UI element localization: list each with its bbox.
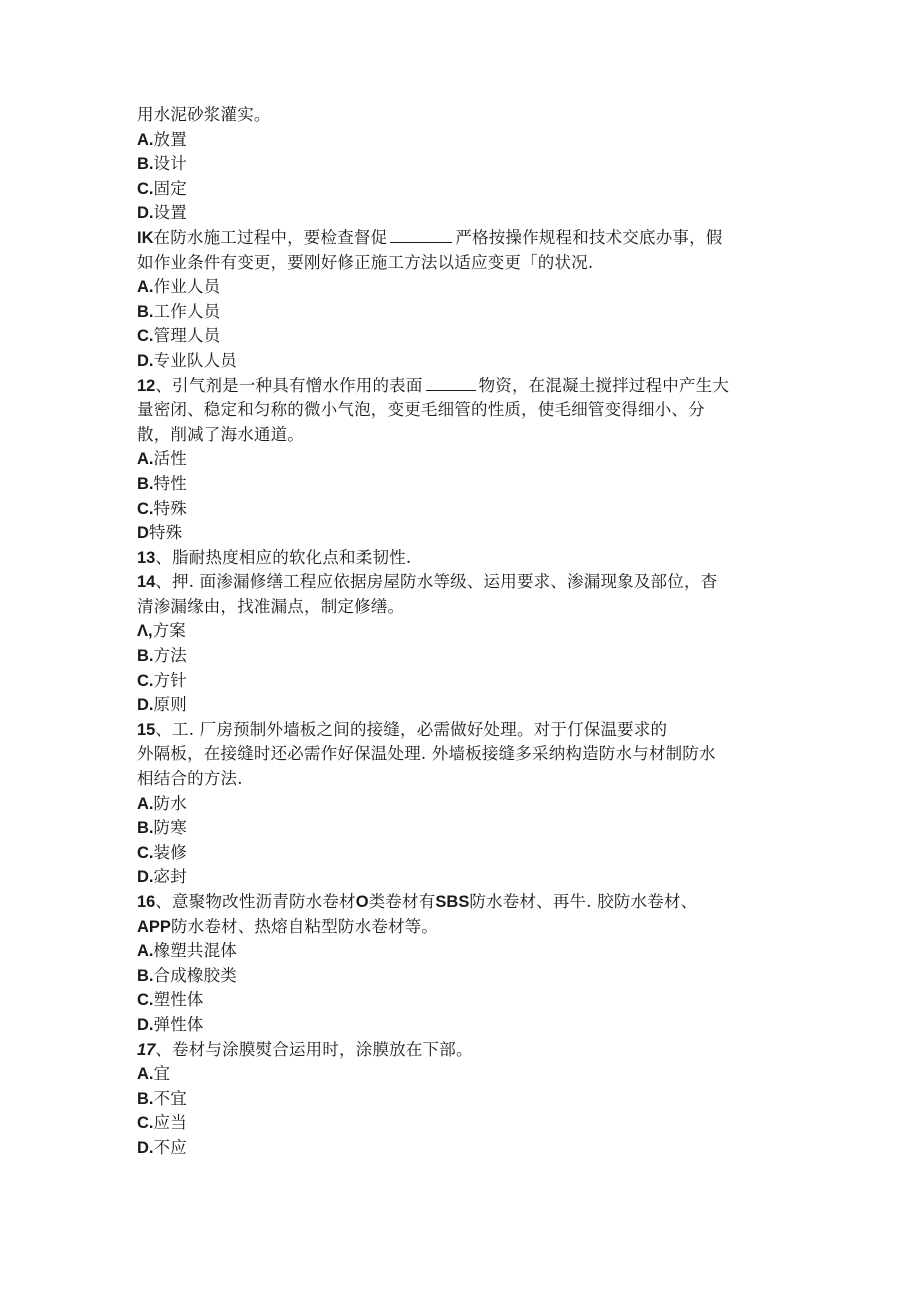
line-text: 、引气剂是一种具有憎水作用的表面 — [155, 375, 423, 395]
text-line — [137, 767, 787, 792]
item-marker: A. — [137, 942, 154, 961]
line-text: 弹性体 — [153, 1014, 204, 1034]
text-line — [137, 742, 787, 767]
item-marker: B. — [137, 474, 154, 493]
text-line — [137, 374, 787, 399]
item-marker: C. — [137, 991, 154, 1010]
text-line — [137, 693, 787, 718]
text-line — [137, 890, 787, 915]
item-marker: C. — [137, 179, 154, 198]
text-line — [137, 423, 787, 448]
item-marker: Λ, — [137, 622, 153, 641]
line-text: 塑性体 — [153, 990, 204, 1010]
line-text: 方案 — [152, 621, 186, 641]
text-line — [137, 718, 787, 743]
line-text: 原则 — [153, 695, 187, 715]
line-text: 活性 — [153, 449, 187, 469]
line-text: 外隔板，在接缝时还必需作好保温处理. 外墙板接缝多采纳构造防水与材制防水 — [137, 744, 716, 764]
line-text: 特殊 — [148, 523, 183, 543]
item-marker: IK — [137, 228, 154, 247]
line-text: 不应 — [153, 1137, 187, 1157]
text-line — [137, 349, 787, 374]
line-text: 、卷材与涂膜熨合运用时，涂膜放在下部。 — [155, 1039, 473, 1059]
text-line — [137, 792, 787, 817]
line-text: 不宜 — [153, 1088, 187, 1108]
text-line — [137, 1038, 787, 1063]
text-line — [137, 324, 787, 349]
line-text: 放置 — [153, 129, 187, 149]
line-text-after: 物资，在混凝土搅拌过程中产生大 — [478, 375, 730, 395]
text-line — [137, 177, 787, 202]
item-marker: D. — [137, 1015, 154, 1034]
line-text: 、工. 厂房预制外墙板之间的接缝，必需做好处理。对于仃保温要求的 — [155, 719, 668, 739]
inline-bold: SBS — [435, 893, 470, 911]
item-marker: D — [137, 524, 149, 543]
line-text: 合成橡胶类 — [153, 965, 237, 985]
text-line — [137, 988, 787, 1013]
text-line — [137, 1087, 787, 1112]
line-text-after: 严格按操作规程和技术交底办事，假 — [455, 227, 723, 247]
line-text: 宜 — [153, 1064, 171, 1084]
text-line — [137, 1062, 787, 1087]
item-marker: 12 — [137, 376, 156, 395]
line-text: 专业队人员 — [153, 350, 237, 370]
text-line — [137, 521, 787, 546]
text-line — [137, 300, 787, 325]
line-text: 方针 — [153, 670, 187, 690]
item-marker: C. — [137, 843, 154, 862]
item-marker: C. — [137, 671, 154, 690]
line-text: 作业人员 — [153, 277, 221, 297]
item-marker: APP — [137, 917, 171, 936]
line-text: 装修 — [153, 842, 187, 862]
text-line — [137, 570, 787, 595]
text-line — [137, 816, 787, 841]
item-marker: C. — [137, 1114, 154, 1133]
text-line — [137, 398, 787, 423]
document-page — [137, 103, 787, 1161]
text-line — [137, 964, 787, 989]
text-line — [137, 841, 787, 866]
text-line — [137, 472, 787, 497]
line-text: 散，削减了海水通道。 — [137, 424, 304, 444]
text-line — [137, 128, 787, 153]
line-text: 如作业条件有变更，要刚好修正施工方法以适应变更「的状况. — [137, 252, 594, 272]
item-marker: B. — [137, 819, 154, 838]
item-marker: B. — [137, 302, 154, 321]
item-marker: B. — [137, 155, 154, 174]
line-text: 设置 — [153, 203, 187, 223]
text-line — [137, 619, 787, 644]
line-text: 用水泥砂浆灌实。 — [137, 105, 271, 124]
item-marker: D. — [137, 1138, 154, 1157]
text-line — [137, 915, 787, 940]
item-marker: 15 — [137, 720, 156, 739]
item-marker: 17 — [137, 1040, 156, 1059]
text-line — [137, 275, 787, 300]
item-marker: D. — [137, 868, 154, 887]
item-marker: C. — [137, 327, 154, 346]
fill-in-blank — [390, 228, 452, 243]
line-text: 在防水施工过程中，要检查督促 — [153, 227, 388, 247]
text-line — [137, 644, 787, 669]
item-marker: 16 — [137, 893, 156, 911]
item-marker: A. — [137, 278, 154, 297]
item-marker: D. — [137, 204, 154, 223]
text-line — [137, 152, 787, 177]
line-text: 防水卷材、热熔自粘型防水卷材等。 — [170, 916, 439, 936]
line-text: 量密闭、稳定和匀称的微小气泡，变更毛细管的性质，使毛细管变得细小、分 — [137, 400, 705, 420]
text-line — [137, 497, 787, 522]
line-text-after: 防水卷材、再牛. 胶防水卷材、 — [469, 892, 698, 911]
line-text: 应当 — [153, 1113, 187, 1133]
line-text: 特性 — [153, 473, 187, 493]
item-marker: B. — [137, 647, 154, 666]
line-text: 宓封 — [153, 867, 187, 887]
text-line — [137, 939, 787, 964]
item-marker: A. — [137, 1065, 154, 1084]
line-text: 方法 — [153, 646, 187, 666]
text-line — [137, 595, 787, 620]
text-line — [137, 669, 787, 694]
item-marker: A. — [137, 450, 154, 469]
item-marker: 13 — [137, 548, 156, 567]
item-marker: B. — [137, 966, 154, 985]
item-marker: D. — [137, 351, 154, 370]
text-line — [137, 103, 787, 128]
text-line — [137, 865, 787, 890]
line-text: 设计 — [153, 154, 187, 174]
line-text: 工作人员 — [153, 301, 221, 321]
line-text: 清渗漏缘由，找准漏点，制定修缮。 — [137, 596, 405, 616]
text-line — [137, 1111, 787, 1136]
line-text: 相结合的方法. — [137, 769, 243, 789]
item-marker: D. — [137, 696, 154, 715]
item-marker: B. — [137, 1089, 154, 1108]
text-line — [137, 1136, 787, 1161]
line-text: 、脂耐热度相应的软化点和柔韧性. — [155, 547, 412, 567]
item-marker: C. — [137, 499, 154, 518]
line-text: 防水 — [153, 793, 187, 813]
text-line — [137, 546, 787, 571]
fill-in-blank — [426, 376, 476, 391]
line-text: 橡塑共混体 — [153, 941, 237, 961]
line-text: 、押. 面渗漏修缮工程应依据房屋防水等级、运用要求、渗漏现象及部位，杳 — [155, 572, 718, 592]
question-list — [137, 103, 787, 1161]
text-line — [137, 447, 787, 472]
line-text: 特殊 — [153, 498, 187, 518]
item-marker: A. — [137, 794, 154, 813]
line-text-mid: 类卷材有 — [368, 892, 436, 911]
text-line — [137, 226, 787, 251]
item-marker: A. — [137, 130, 154, 149]
text-line — [137, 1013, 787, 1038]
item-marker: 14 — [137, 573, 156, 592]
inline-bold: O — [355, 893, 369, 911]
text-line — [137, 251, 787, 276]
line-text: 、意聚物改性沥青防水卷材 — [155, 892, 356, 911]
line-text: 防寒 — [153, 818, 187, 838]
line-text: 固定 — [153, 178, 187, 198]
text-line — [137, 201, 787, 226]
line-text: 管理人员 — [153, 326, 221, 346]
